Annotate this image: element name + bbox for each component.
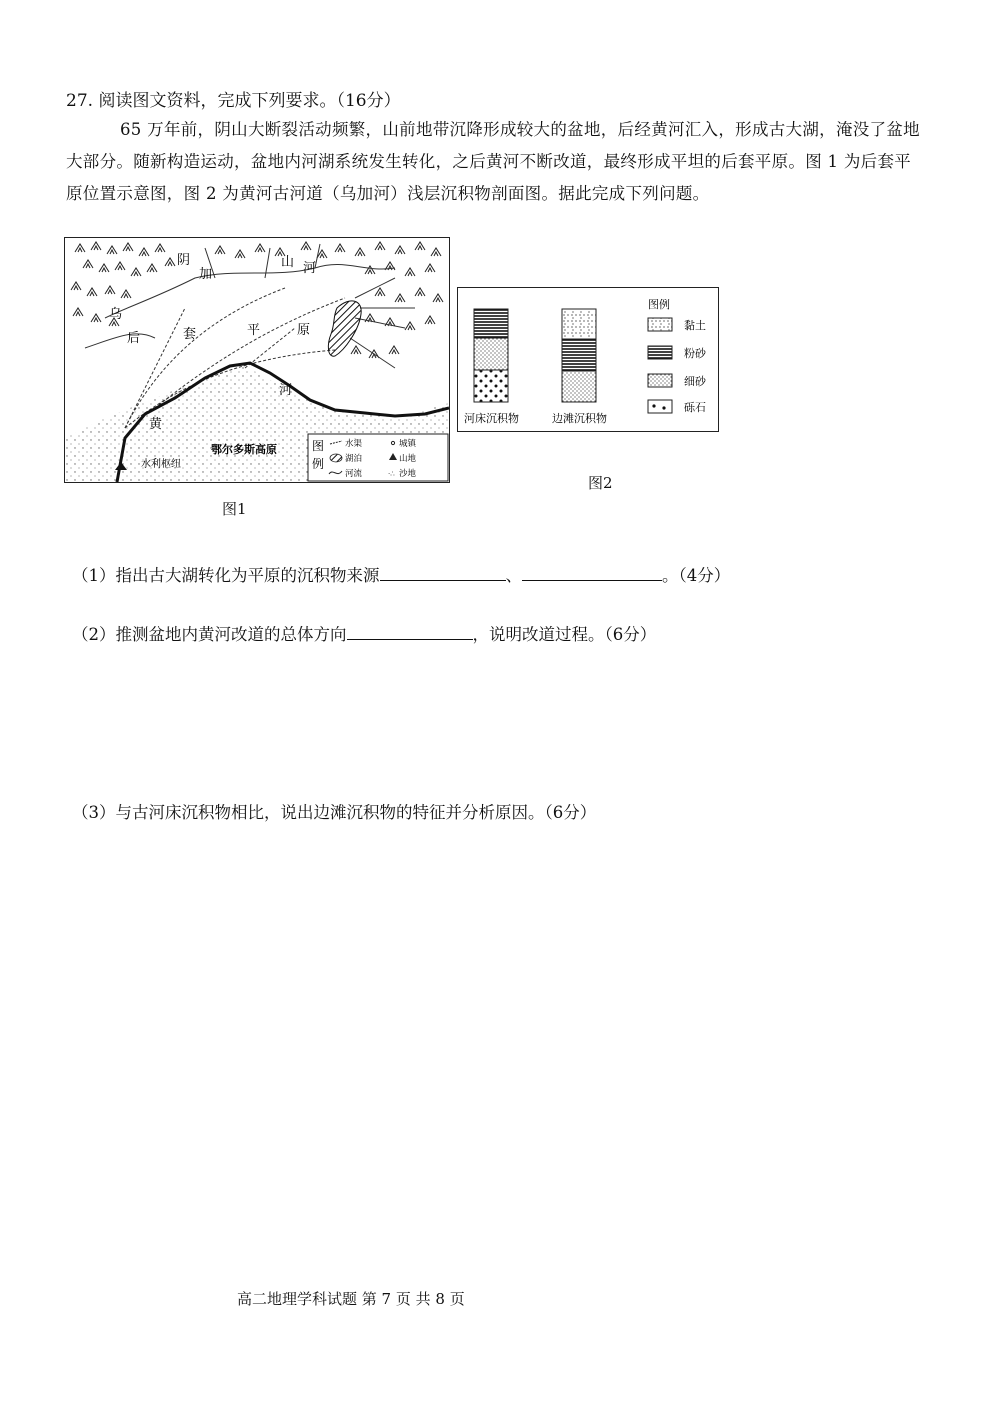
figure-2-caption: 图2 (588, 474, 613, 492)
page-footer: 高二地理学科试题 第 7 页 共 8 页 (237, 1290, 465, 1308)
column-2-label: 边滩沉积物 (552, 412, 607, 425)
answer-blank-1b[interactable] (522, 562, 662, 581)
figure-1-caption: 图1 (222, 500, 247, 518)
legend-lake: 湖泊 (345, 454, 363, 464)
label-yuan: 原 (297, 323, 311, 338)
riverbed-column (474, 309, 508, 402)
profile-drawing (458, 288, 718, 431)
answer-blank-2[interactable] (347, 621, 473, 640)
subquestion-3 (72, 799, 596, 823)
subquestion-3-text: （3）与古河床沉积物相比，说出边滩沉积物的特征并分析原因。（6分） (72, 803, 597, 822)
figure-2-profile (457, 287, 719, 432)
rivers (85, 244, 415, 368)
legend-sand: 沙地 (399, 469, 417, 479)
label-huang: 黄 (149, 417, 163, 432)
map-drawing (65, 238, 449, 482)
subquestion-1-score: 。（4分） (662, 566, 731, 585)
subquestion-2-score: ，说明改道过程。（6分） (472, 625, 657, 644)
legend-title-2: 例 (312, 457, 325, 471)
label-jia: 加 (199, 267, 213, 282)
label-tao: 套 (183, 327, 197, 342)
legend-title-1: 图 (312, 439, 325, 453)
label-ordos: 鄂尔多斯高原 (211, 443, 277, 456)
legend-canal: 水渠 (345, 439, 363, 449)
question-title: 27. 阅读图文资料，完成下列要求。（16分） (66, 91, 401, 111)
legend-mountain: 山地 (399, 454, 417, 464)
label-wu: 乌 (109, 307, 123, 322)
label-he-top: 河 (303, 261, 317, 276)
subquestion-1-text: （1）指出古大湖转化为平原的沉积物来源 (72, 566, 380, 585)
subquestion-2 (72, 621, 656, 645)
answer-blank-1a[interactable] (380, 562, 506, 581)
label-hou: 后 (127, 331, 141, 346)
subquestion-1 (72, 562, 730, 586)
label-ping: 平 (247, 323, 261, 338)
legend-river: 河流 (345, 469, 363, 479)
profile-legend-title: 图例 (648, 298, 670, 311)
label-yin: 阴 (177, 253, 191, 268)
legend-gravel: 砾石 (684, 401, 706, 414)
figure-1-map (64, 237, 450, 483)
legend-town: 城镇 (399, 439, 417, 449)
legend-clay: 黏土 (684, 319, 706, 332)
label-shan: 山 (281, 255, 295, 270)
svg-text:·∴: ·∴ (388, 470, 395, 478)
subquestion-2-text: （2）推测盆地内黄河改道的总体方向 (72, 625, 347, 644)
map-legend (308, 434, 448, 481)
label-hub: 水利枢纽 (141, 459, 181, 470)
subquestion-1-separator: 、 (505, 566, 522, 585)
lake (328, 301, 361, 356)
legend-fine-sand: 细砂 (684, 375, 706, 388)
label-river-he: 河 (279, 383, 293, 398)
pointbar-column (562, 309, 596, 402)
legend-silt: 粉砂 (684, 347, 706, 360)
column-1-label: 河床沉积物 (464, 412, 519, 425)
question-paragraph: 65 万年前，阴山大断裂活动频繁，山前地带沉降形成较大的盆地，后经黄河汇入，形成古大湖，淹没了盆地大部分。随新构造运动，盆地内河湖系统发生转化，之后黄河不断改道，最终形成平坦的后套平原。图 1 为后套平原位置示意图，图 2 为黄河古河道（乌加河）浅层沉积物剖面图。据此完成下列问题。 (66, 120, 920, 203)
profile-legend (648, 297, 707, 414)
